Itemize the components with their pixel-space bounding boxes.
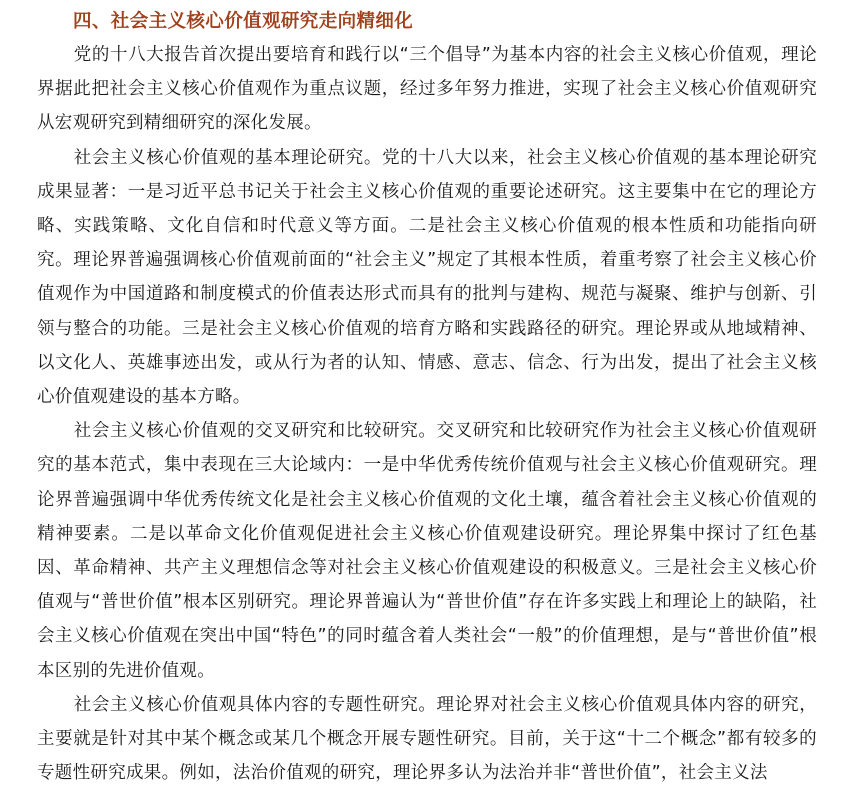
article-body: [37, 6, 817, 790]
paragraph-cross-comparative: 社会主义核心价值观的交叉研究和比较研究。交叉研究和比较研究作为社会主义核心价值观研究的基本范式，集中表现在三大论域内：一是中华优秀传统价值观与社会主义核心价值观研究。理论界普遍强调中华优秀传统文化是社会主义核心价值观的文化土壤，蕴含着社会主义核心价值观的精神要素。二是以革命文化价值观促进社会主义核心价值观建设研究。理论界集中探讨了红色基因、革命精神、共产主义理想信念等对社会主义核心价值观建设的积极意义。三是社会主义核心价值观与“普世价值”根本区别研究。理论界普遍认为“普世价值”存在许多实践上和理论上的缺陷，社会主义核心价值观在突出中国“特色”的同时蕴含着人类社会“一般”的价值理想，是与“普世价值”根本区别的先进价值观。: [37, 421, 817, 681]
section-heading: 四、社会主义核心价值观研究走向精细化: [73, 11, 414, 32]
paragraph-intro: 党的十八大报告首次提出要培育和践行以“三个倡导”为基本内容的社会主义核心价值观，理论界据此把社会主义核心价值观作为重点议题，经过多年努力推进，实现了社会主义核心价值观研究从宏观研究到精细研究的深化发展。: [37, 45, 817, 134]
paragraph-basic-theory: 社会主义核心价值观的基本理论研究。党的十八大以来，社会主义核心价值观的基本理论研究成果显著：一是习近平总书记关于社会主义核心价值观的重要论述研究。这主要集中在它的理论方略、实践策略、文化自信和时代意义等方面。二是社会主义核心价值观的根本性质和功能指向研究。理论界普遍强调核心价值观前面的“社会主义”规定了其根本性质，着重考察了社会主义核心价值观作为中国道路和制度模式的价值表达形式而具有的批判与建构、规范与凝聚、维护与创新、引领与整合的功能。三是社会主义核心价值观的培育方略和实践路径的研究。理论界或从地域精神、以文化人、英雄事迹出发，或从行为者的认知、情感、意志、信念、行为出发，提出了社会主义核心价值观建设的基本方略。: [37, 147, 817, 408]
paragraph-thematic: 社会主义核心价值观具体内容的专题性研究。理论界对社会主义核心价值观具体内容的研究，主要就是针对其中某个概念或某几个概念开展专题性研究。目前，关于这“十二个概念”都有较多的专题性研究成果。例如，法治价值观的研究，理论界多认为法治并非“普世价值”，社会主义法: [37, 694, 817, 784]
